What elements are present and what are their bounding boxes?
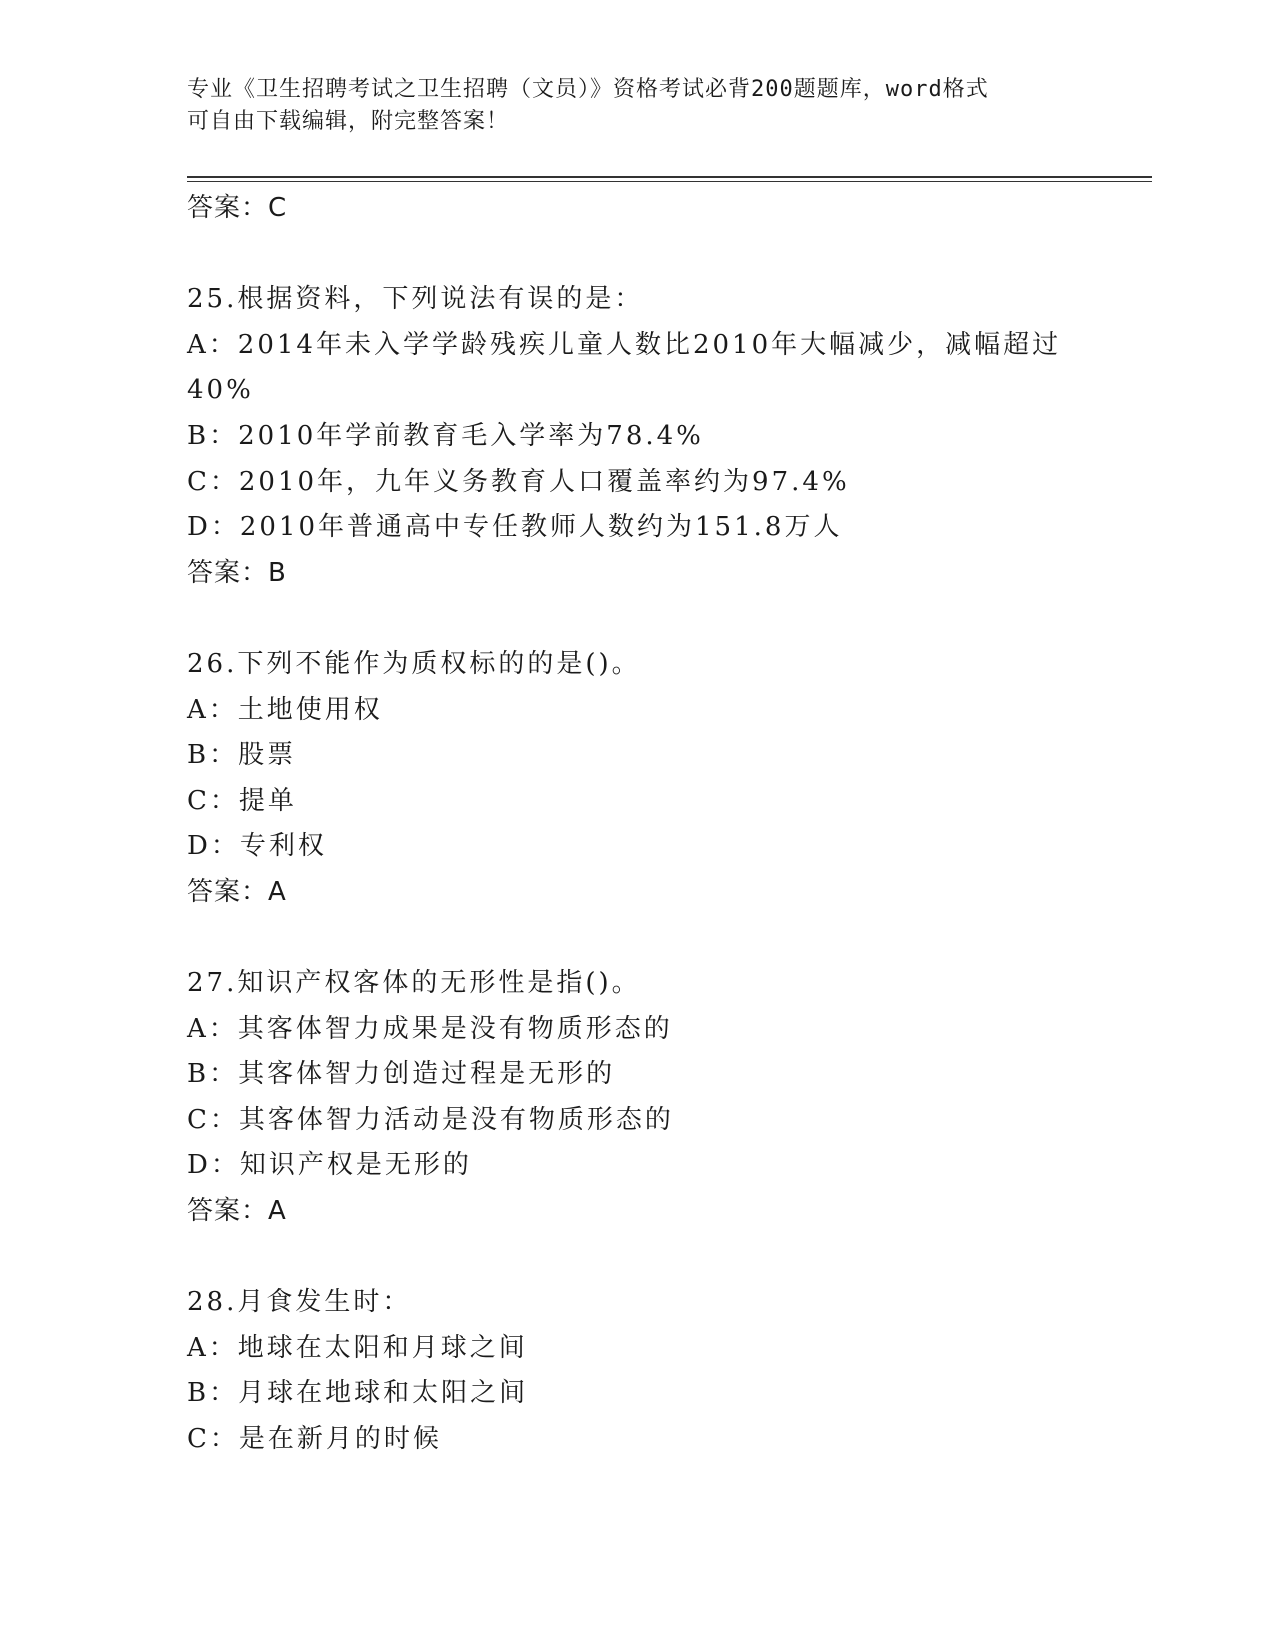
answer: 答案：A bbox=[187, 1196, 287, 1227]
answer: 答案：B bbox=[187, 557, 287, 588]
question-stem: 27.知识产权客体的无形性是指()。 bbox=[187, 968, 641, 999]
question-stem: 26.下列不能作为质权标的的是()。 bbox=[187, 648, 641, 679]
spacer bbox=[187, 1235, 1117, 1281]
option-b: B：股票 bbox=[187, 740, 297, 771]
option-d: D：专利权 bbox=[187, 831, 327, 862]
answer: 答案：A bbox=[187, 876, 287, 907]
option-b: B：其客体智力创造过程是无形的 bbox=[187, 1059, 616, 1090]
header-line-2: 可自由下载编辑，附完整答案！ bbox=[187, 109, 510, 134]
previous-answer: 答案：C bbox=[187, 193, 288, 223]
question-26 bbox=[187, 642, 1117, 916]
question-28 bbox=[187, 1280, 1117, 1462]
spacer bbox=[187, 232, 1117, 278]
header-line-1: 专业《卫生招聘考试之卫生招聘（文员）》资格考试必背200题题库，word格式 bbox=[187, 77, 989, 102]
option-a: A：土地使用权 bbox=[187, 694, 383, 725]
document-header bbox=[187, 74, 1087, 138]
option-d: D：2010年普通高中专任教师人数约为151.8万人 bbox=[187, 512, 843, 543]
option-d: D：知识产权是无形的 bbox=[187, 1150, 472, 1181]
option-a: A：地球在太阳和月球之间 bbox=[187, 1332, 528, 1363]
option-a-continued: 40% bbox=[187, 375, 254, 406]
option-a: A：其客体智力成果是没有物质形态的 bbox=[187, 1013, 673, 1044]
question-stem: 28.月食发生时： bbox=[187, 1287, 412, 1318]
option-b: B：2010年学前教育毛入学率为78.4% bbox=[187, 420, 704, 451]
header-divider bbox=[187, 176, 1152, 182]
option-b: B：月球在地球和太阳之间 bbox=[187, 1378, 529, 1409]
option-c: C：其客体智力活动是没有物质形态的 bbox=[187, 1104, 674, 1135]
option-c: C：2010年，九年义务教育人口覆盖率约为97.4% bbox=[187, 466, 850, 497]
spacer bbox=[187, 916, 1117, 962]
question-27 bbox=[187, 961, 1117, 1235]
question-stem: 25.根据资料，下列说法有误的是： bbox=[187, 284, 644, 315]
option-a: A：2014年未入学学龄残疾儿童人数比2010年大幅减少，减幅超过 bbox=[187, 329, 1062, 360]
spacer bbox=[187, 596, 1117, 642]
option-c: C：是在新月的时候 bbox=[187, 1424, 442, 1455]
question-25 bbox=[187, 277, 1117, 596]
question-list bbox=[187, 186, 1117, 1463]
option-c: C：提单 bbox=[187, 785, 297, 816]
